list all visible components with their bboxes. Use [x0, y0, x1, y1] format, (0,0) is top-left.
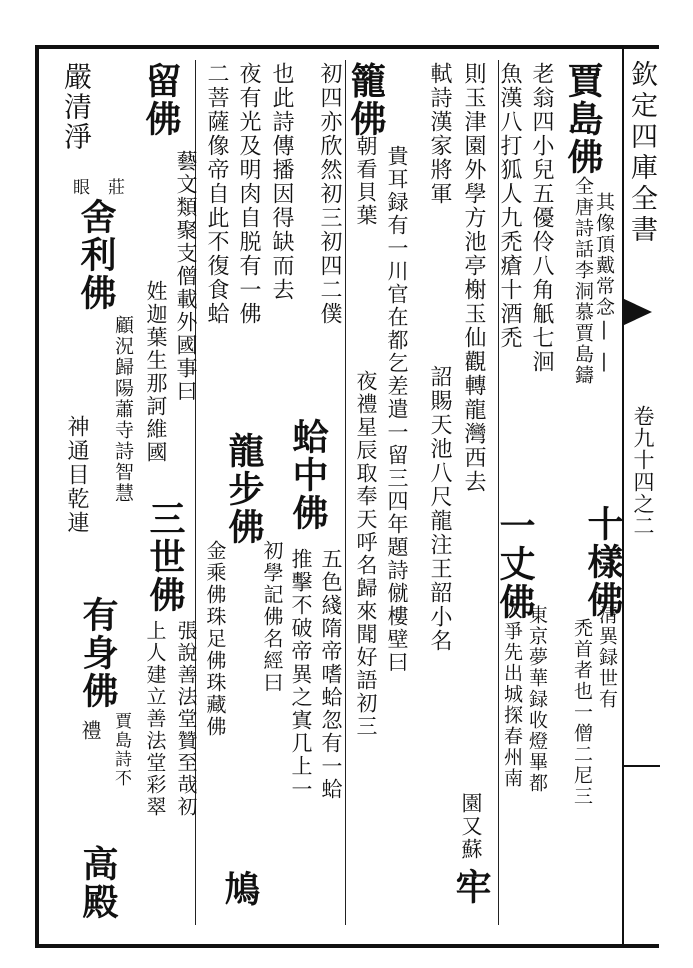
entry-heading: 牢 [450, 868, 492, 906]
text-column [320, 548, 341, 801]
text-column [287, 418, 329, 532]
text-column [205, 62, 227, 326]
entry-text: 姓迦葉生那訶維國 [144, 280, 168, 464]
entry-text: 東京夢華録收燈畢都 [526, 605, 548, 794]
text-column [140, 62, 182, 138]
entry-heading: 蛤中佛 [287, 418, 329, 532]
entry-text: 神通目乾連 [64, 415, 89, 535]
book-title: 欽定四庫全書 [626, 60, 657, 246]
entry-heading: 一丈佛 [494, 507, 536, 621]
entry-heading: 高殿 [77, 845, 119, 921]
text-column [290, 548, 311, 801]
volume-label: 卷九十四之二 [631, 405, 655, 537]
entry-text: 則玉津園外學方池亭榭玉仙觀轉龍灣西去 [461, 62, 486, 494]
text-column [498, 62, 520, 350]
entry-heading: 有身佛 [77, 596, 119, 710]
text-column [70, 178, 87, 197]
text-column [462, 62, 484, 494]
text-column [270, 62, 292, 302]
entry-text: 夜禮星辰取奉天呼名歸來聞好語初三 [354, 370, 378, 738]
column-rule [345, 60, 346, 925]
entry-text: 其像頂戴常念 [593, 192, 615, 318]
text-column [318, 62, 340, 326]
text-column [145, 620, 165, 818]
entry-text: 夜有光及明肉自脱有一佛 [236, 62, 261, 326]
entry-text: 朝看貝葉 [354, 135, 378, 227]
entry-text: 禿首者也一僧二尼三 [571, 618, 593, 807]
entry-heading: 鳩 [219, 870, 261, 908]
text-column [112, 712, 129, 788]
fishtail-mark [622, 298, 652, 326]
text-column [223, 432, 265, 546]
entry-text: 全唐詩話李洞慕賈島鑄 [572, 176, 594, 386]
entry-text: 老翁四小兒五優伶八角觗七洄 [529, 62, 554, 374]
text-column [205, 540, 225, 738]
entry-heading: 三世佛 [144, 500, 186, 614]
entry-text: 初學記佛名經曰 [260, 540, 284, 694]
entry-text: 上人建立善法堂彩翠 [143, 620, 167, 818]
text-column [355, 370, 376, 738]
text-column [530, 62, 552, 374]
entry-text: 禮 [78, 720, 102, 742]
entry-text: 張說善法堂贊至哉初 [174, 620, 198, 818]
text-column: 其像頂戴常念|| [593, 192, 615, 382]
entry-text: 貴耳録有一川官在都乞差遣一留三四年題詩僦樓壁曰 [385, 145, 409, 674]
text-column [77, 596, 119, 710]
text-column [65, 415, 87, 535]
entry-heading: 留佛 [140, 62, 182, 138]
entry-text: 五色綫隋帝嗜蛤忽有一蛤 [319, 548, 343, 801]
entry-text: 眼 [69, 178, 89, 197]
text-column [262, 540, 282, 694]
entry-text: 人爭先出城探春州南 [501, 600, 523, 789]
entry-text: 清異録世有 [596, 605, 618, 710]
entry-text: 魚漢八打狐人九禿瘡十酒禿 [497, 62, 522, 350]
text-column [527, 605, 546, 794]
entry-heading: 賈島佛 [562, 62, 604, 176]
spine-rule [622, 765, 660, 767]
entry-text: 二菩薩像帝自此不復食蛤 [204, 62, 229, 326]
text-column [105, 178, 122, 197]
text-column [450, 868, 492, 906]
entry-text: 軾詩漢家將軍 [427, 62, 452, 206]
entry-heading: 嚴清淨 [60, 62, 93, 152]
text-column [145, 280, 166, 464]
entry-text: 也此詩傳播因得缺而去 [269, 62, 294, 302]
text-column [428, 365, 450, 653]
entry-text: 推擊不破帝異之寘几上一 [289, 548, 313, 801]
entry-heading: 十樣佛 [582, 505, 624, 619]
text-column [582, 505, 624, 619]
entry-text: 詔賜天池八尺龍注王韶小名 [427, 365, 452, 653]
text-column [80, 720, 100, 742]
text-column [175, 150, 196, 403]
entry-text: 初四亦欣然初三初四二僕 [317, 62, 342, 326]
text-column [460, 792, 481, 861]
text-column [77, 845, 119, 921]
entry-text: 園又蘇 [459, 792, 483, 861]
entry-text: 藝文類聚支僧載外國事曰 [174, 150, 198, 403]
entry-heading: 舍利佛 [75, 198, 117, 312]
text-column [428, 62, 450, 206]
entry-heading: 籠佛 [345, 62, 387, 138]
text-column [386, 145, 407, 674]
entry-text: 莊 [104, 178, 124, 197]
entry-heading: 龍步佛 [223, 432, 265, 546]
text-column [176, 620, 196, 818]
text-column [144, 500, 186, 614]
text-column [597, 605, 616, 710]
text-column [345, 62, 387, 138]
text-column [75, 198, 117, 312]
entry-text: 賈島詩不 [111, 712, 131, 788]
entry-text: 金乘佛珠足佛珠藏佛 [203, 540, 227, 738]
text-column [502, 600, 521, 789]
text-column [237, 62, 259, 326]
text-column [219, 870, 261, 908]
entry-text: 顧況歸陽蕭寺詩智慧 [112, 315, 134, 504]
text-column [572, 618, 591, 807]
text-column [113, 315, 132, 504]
text-column [60, 62, 93, 152]
text-column [355, 135, 376, 227]
